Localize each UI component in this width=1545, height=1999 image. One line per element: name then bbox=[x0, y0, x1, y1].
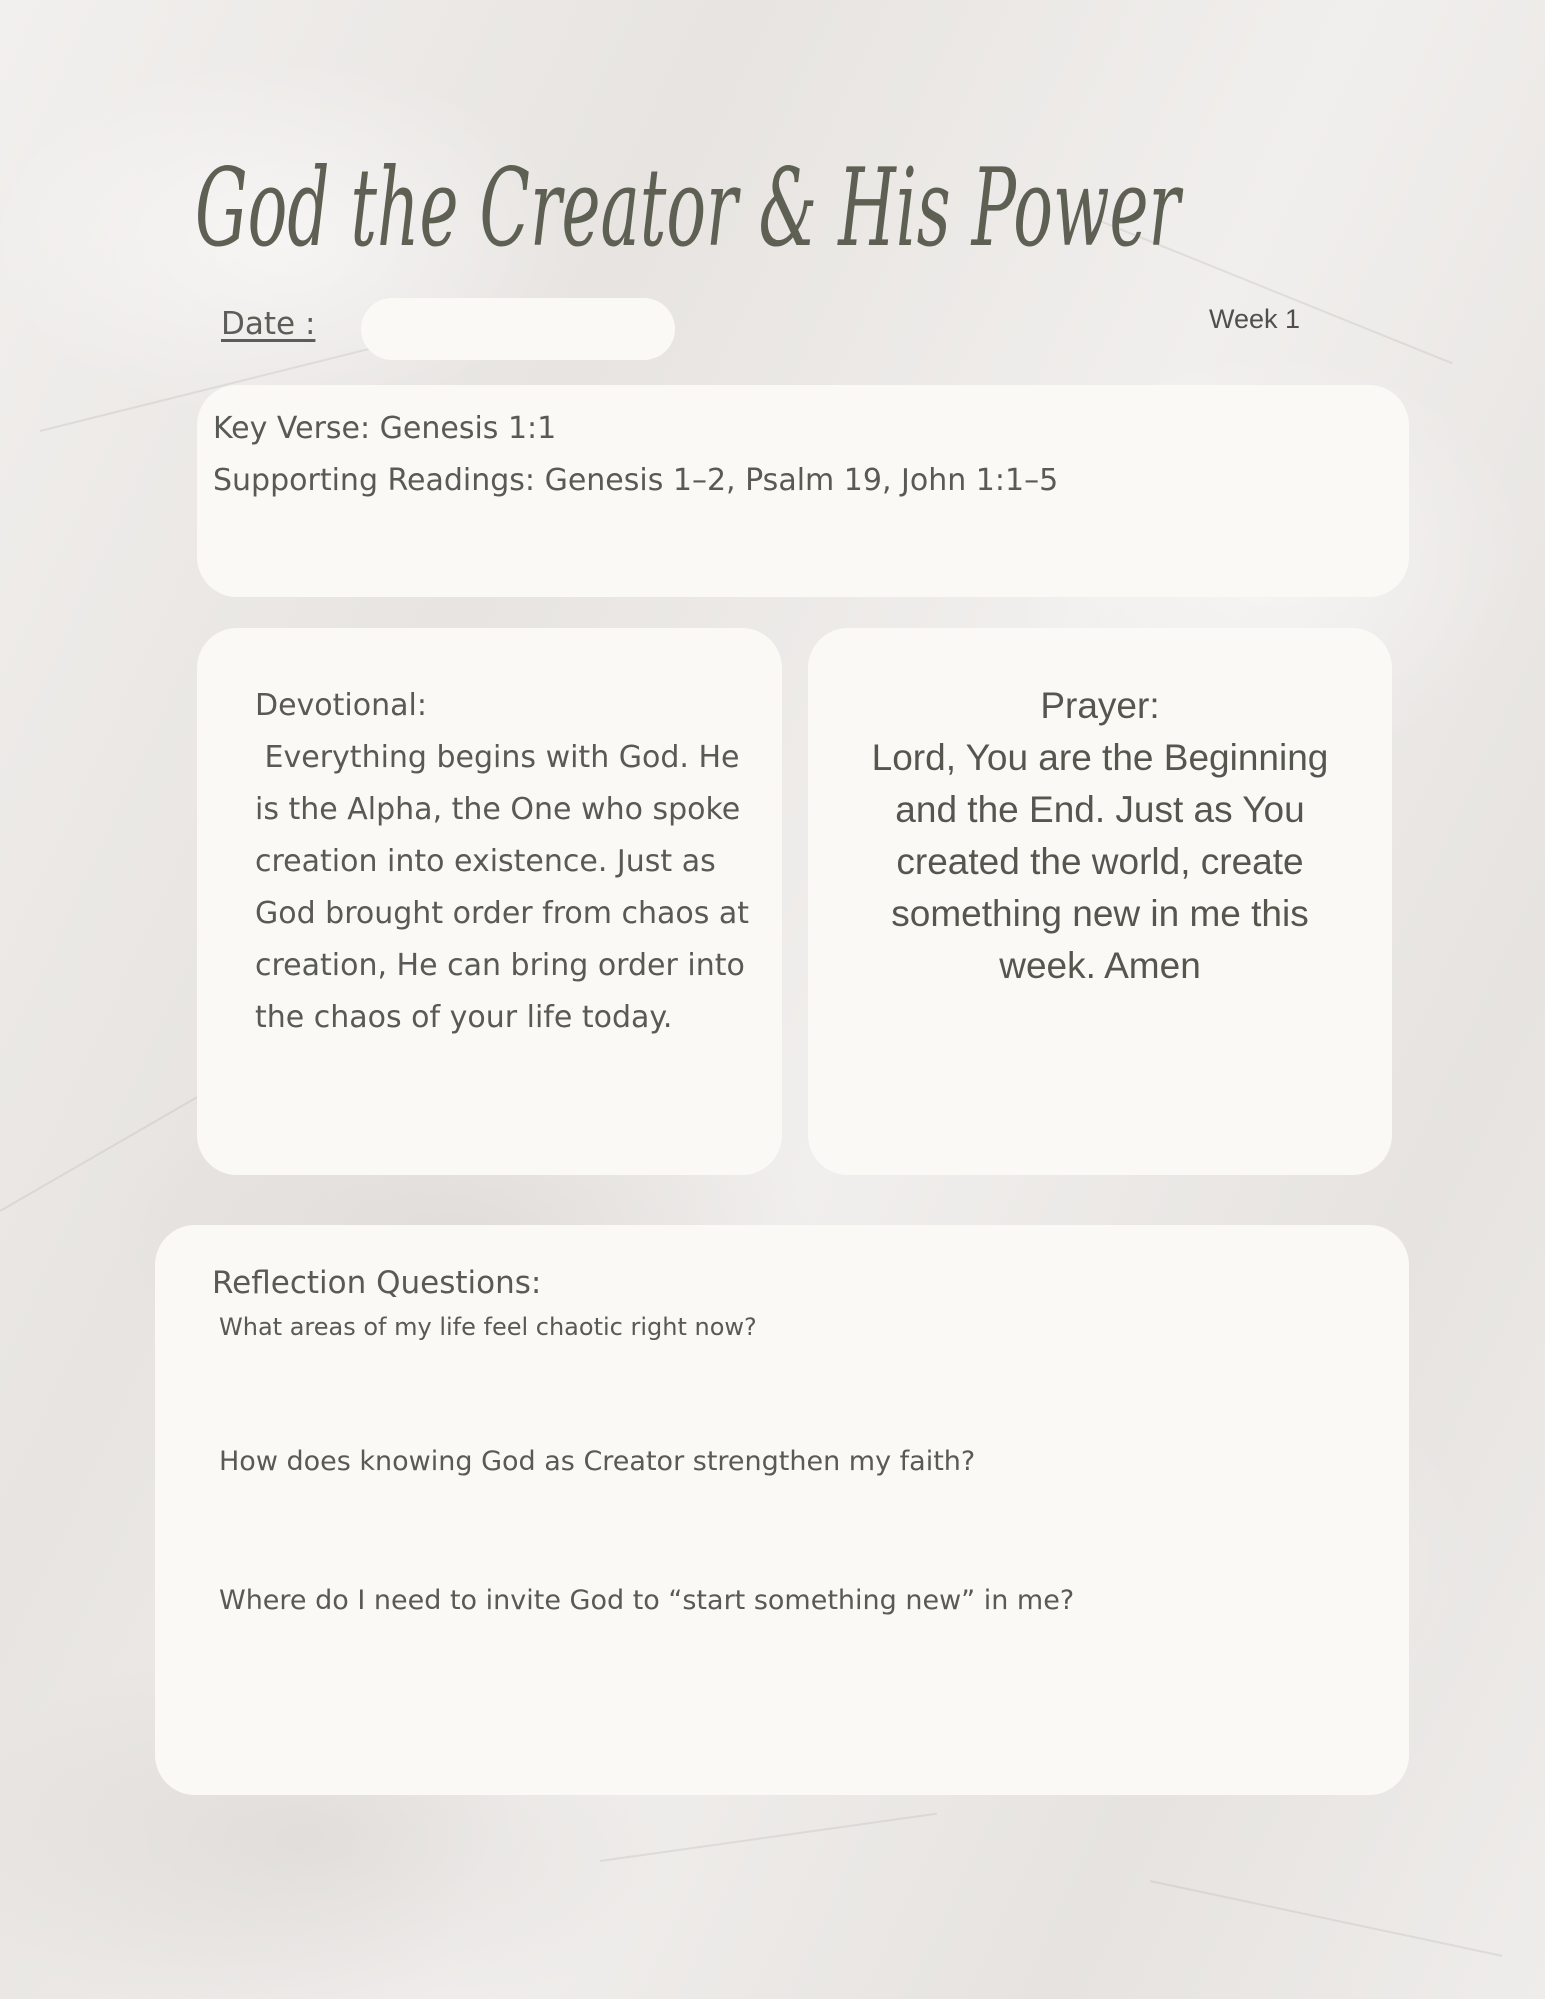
devotional-body: Everything begins with God. He is the Alpha, the One who spoke creation into existence. Just as God brought order from chaos at creation, He can bring order into the chaos of your life today. bbox=[255, 740, 759, 1035]
paper-crease bbox=[600, 1813, 937, 1862]
reflection-question: How does knowing God as Creator strengthen my faith? bbox=[219, 1446, 976, 1477]
title-script bbox=[195, 95, 1195, 295]
prayer-heading: Prayer: bbox=[1040, 685, 1160, 726]
date-label: Date : bbox=[221, 306, 316, 342]
devotional-heading: Devotional: bbox=[255, 688, 427, 723]
verse-text bbox=[213, 403, 1058, 507]
supporting-readings: Supporting Readings: Genesis 1–2, Psalm 19, John 1:1–5 bbox=[213, 463, 1059, 498]
devotional-text bbox=[255, 680, 759, 1044]
page-title bbox=[195, 95, 1195, 295]
prayer-text bbox=[838, 680, 1362, 992]
reflection-card bbox=[155, 1225, 1409, 1795]
verse-card bbox=[197, 385, 1409, 597]
week-label: Week 1 bbox=[1209, 304, 1301, 334]
devotional-card bbox=[197, 628, 782, 1175]
reflection-question: Where do I need to invite God to “start something new” in me? bbox=[219, 1585, 1075, 1616]
paper-crease bbox=[1150, 1880, 1503, 1957]
key-verse: Key Verse: Genesis 1:1 bbox=[213, 411, 557, 446]
reflection-question: What areas of my life feel chaotic right now? bbox=[219, 1313, 757, 1341]
date-input[interactable] bbox=[361, 298, 675, 360]
reflection-heading: Reflection Questions: bbox=[212, 1265, 542, 1301]
title-text: God the Creator & His Power bbox=[195, 146, 1184, 271]
prayer-body: Lord, You are the Beginning and the End. Just as You created the world, create something new in me this week. Amen bbox=[871, 737, 1329, 986]
prayer-card bbox=[808, 628, 1392, 1175]
